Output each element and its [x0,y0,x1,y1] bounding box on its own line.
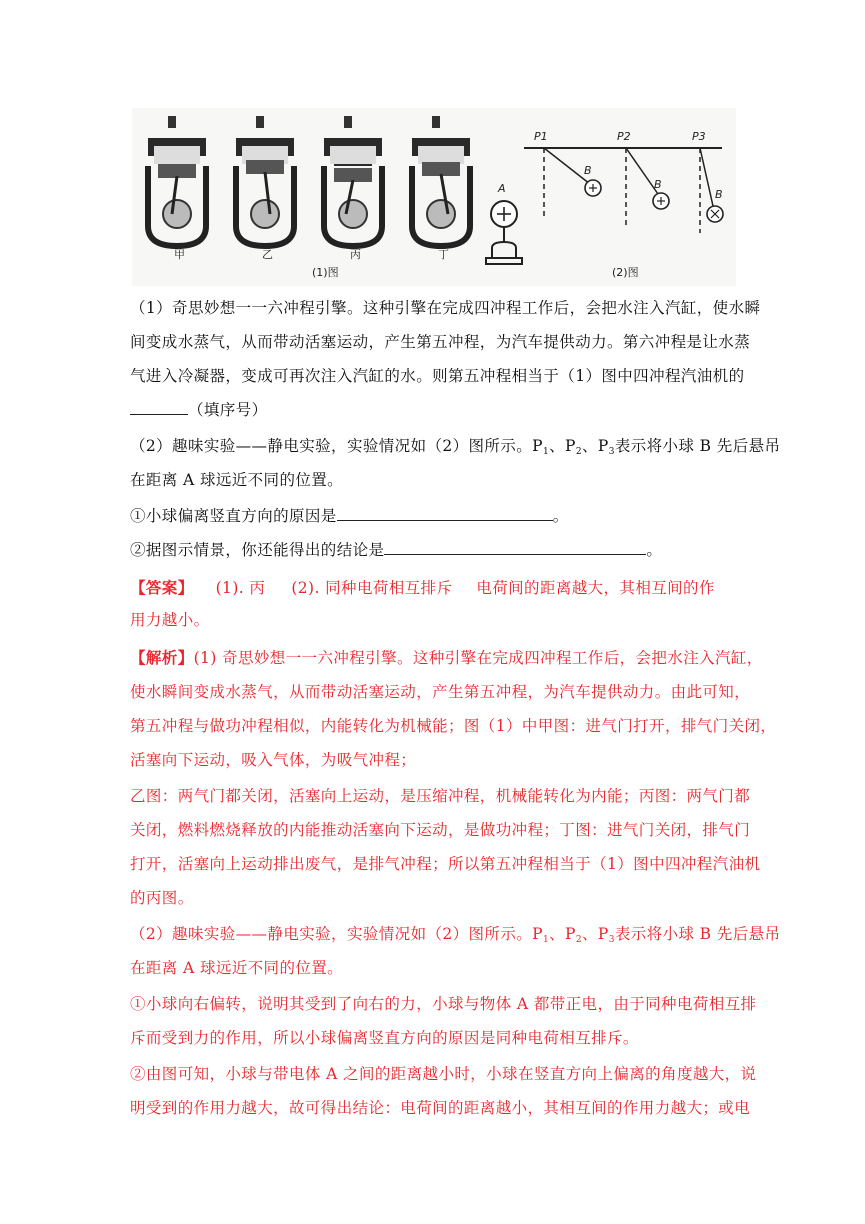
analysis-9c: 、P [581,925,609,943]
answer-part-3: 电荷间的距离越大，其相互间的作 [476,579,715,597]
analysis-subscript-1: 1 [542,935,550,945]
analysis-9a: （2）趣味实验——静电实验，实验情况如（2）图所示。P [130,925,543,943]
question-1-hint: （填序号） [188,401,268,419]
analysis-9d: 表示将小球 B 先后悬吊 [614,925,781,943]
point-label-p3: P3 [692,130,706,143]
analysis-line-9 [130,924,781,950]
question-1-line-4 [130,400,740,420]
answer-part-2: (2). 同种电荷相互排斥 [291,579,453,597]
pendulum-p1 [544,148,601,218]
q2-text-c: 、P [581,437,609,455]
answer-line-2: 用力越小。 [130,611,210,629]
question-2-line-2: 在距离 A 球远近不同的位置。 [130,471,344,489]
engine-label-2: 乙 [262,248,273,261]
question-1-line-1: （1）奇思妙想一一六冲程引擎。这种引擎在完成四冲程工作后，会把水注入汽缸，使水瞬 [130,299,761,317]
analysis-line-3: 第五冲程与做功冲程相似，内能转化为机械能；图（1）中甲图：进气门打开，排气门关闭， [130,717,777,735]
analysis-line-2: 使水瞬间变成水蒸气，从而带动活塞运动，产生第五冲程，为汽车提供动力。由此可知， [130,683,751,701]
question-1-line-2: 间变成水蒸气，从而带动活塞运动，产生第五冲程，为汽车提供动力。第六冲程是让水蒸 [130,333,751,351]
question-2b [130,540,740,560]
analysis-line-7: 打开，活塞向上运动排出废气，是排气冲程；所以第五冲程相当于（1）图中四冲程汽油机 [130,855,761,873]
engine-diagram-1 [148,116,206,246]
question-2a [130,506,740,526]
ball-b-label-2: B [654,178,662,191]
answer-tag: 【答案】 [130,578,194,597]
point-label-p1: P1 [534,130,548,143]
analysis-9b: 、P [549,925,576,943]
q2-text-d: 表示将小球 B 先后悬吊 [614,437,781,455]
subscript-2: 2 [575,447,582,457]
physics-figure [132,108,736,286]
charged-ball-a [486,201,522,264]
answer-blank-3[interactable] [384,540,646,555]
question-2a-text: ①小球偏离竖直方向的原因是 [130,507,337,525]
figure-illustration [132,108,736,286]
analysis-line-5: 乙图：两气门都关闭，活塞向上运动，是压缩冲程，机械能转化为内能；丙图：两气门都 [130,787,751,805]
subscript-1: 1 [542,447,550,457]
answer-line-1 [130,578,740,598]
figure-caption-1: (1)图 [312,266,339,279]
q2-text-b: 、P [549,437,576,455]
subscript-3: 3 [608,447,615,457]
figure-caption-2: (2)图 [612,266,639,279]
analysis-line-12: 斥而受到力的作用，所以小球偏离竖直方向的原因是同种电荷相互排斥。 [130,1029,639,1047]
engine-label-4: 丁 [438,248,449,261]
analysis-subscript-3: 3 [608,935,615,945]
q2-text-a: （2）趣味实验——静电实验，实验情况如（2）图所示。P [130,437,543,455]
analysis-line-11: ①小球向右偏转，说明其受到了向右的力，小球与物体 A 都带正电，由于同种电荷相互排 [130,995,757,1013]
pendulum-p2 [626,148,669,228]
analysis-text-1: (1) 奇思妙想一一六冲程引擎。这种引擎在完成四冲程工作后，会把水注入汽缸， [193,649,763,667]
engine-diagram-4 [412,116,470,246]
analysis-line-13: ②由图可知，小球与带电体 A 之间的距离越小时，小球在竖直方向上偏离的角度越大，说 [130,1065,757,1083]
ball-b-label-1: B [584,164,592,177]
period-2: 。 [646,541,663,559]
question-1-line-3: 气进入冷凝器，变成可再次注入汽缸的水。则第五冲程相当于（1）图中四冲程汽油机的 [130,367,745,385]
engine-label-3: 丙 [350,248,361,261]
answer-blank-2[interactable] [337,506,553,521]
answer-part-1: (1). 丙 [215,579,266,597]
question-2-line-1 [130,436,781,462]
ball-a-label: A [498,182,506,195]
engine-diagram-2 [236,116,294,246]
analysis-tag: 【解析】 [130,648,194,667]
answer-blank-1[interactable] [130,400,188,415]
point-label-p2: P2 [617,130,631,143]
engine-diagram-3 [324,116,382,246]
ball-b-label-3: B [715,188,723,201]
analysis-subscript-2: 2 [575,935,582,945]
analysis-line-14: 明受到的作用力越大，故可得出结论：电荷间的距离越小，其相互间的作用力越大；或电 [130,1099,751,1117]
engine-label-1: 甲 [174,248,185,261]
analysis-line-4: 活塞向下运动，吸入气体，为吸气冲程； [130,751,417,769]
period-1: 。 [552,507,569,525]
analysis-line-1 [130,648,763,668]
analysis-line-10: 在距离 A 球远近不同的位置。 [130,959,344,977]
analysis-line-8: 的丙图。 [130,889,194,907]
question-2b-text: ②据图示情景，你还能得出的结论是 [130,541,385,559]
analysis-line-6: 关闭，燃料燃烧释放的内能推动活塞向下运动，是做功冲程；丁图：进气门关闭，排气门 [130,821,751,839]
